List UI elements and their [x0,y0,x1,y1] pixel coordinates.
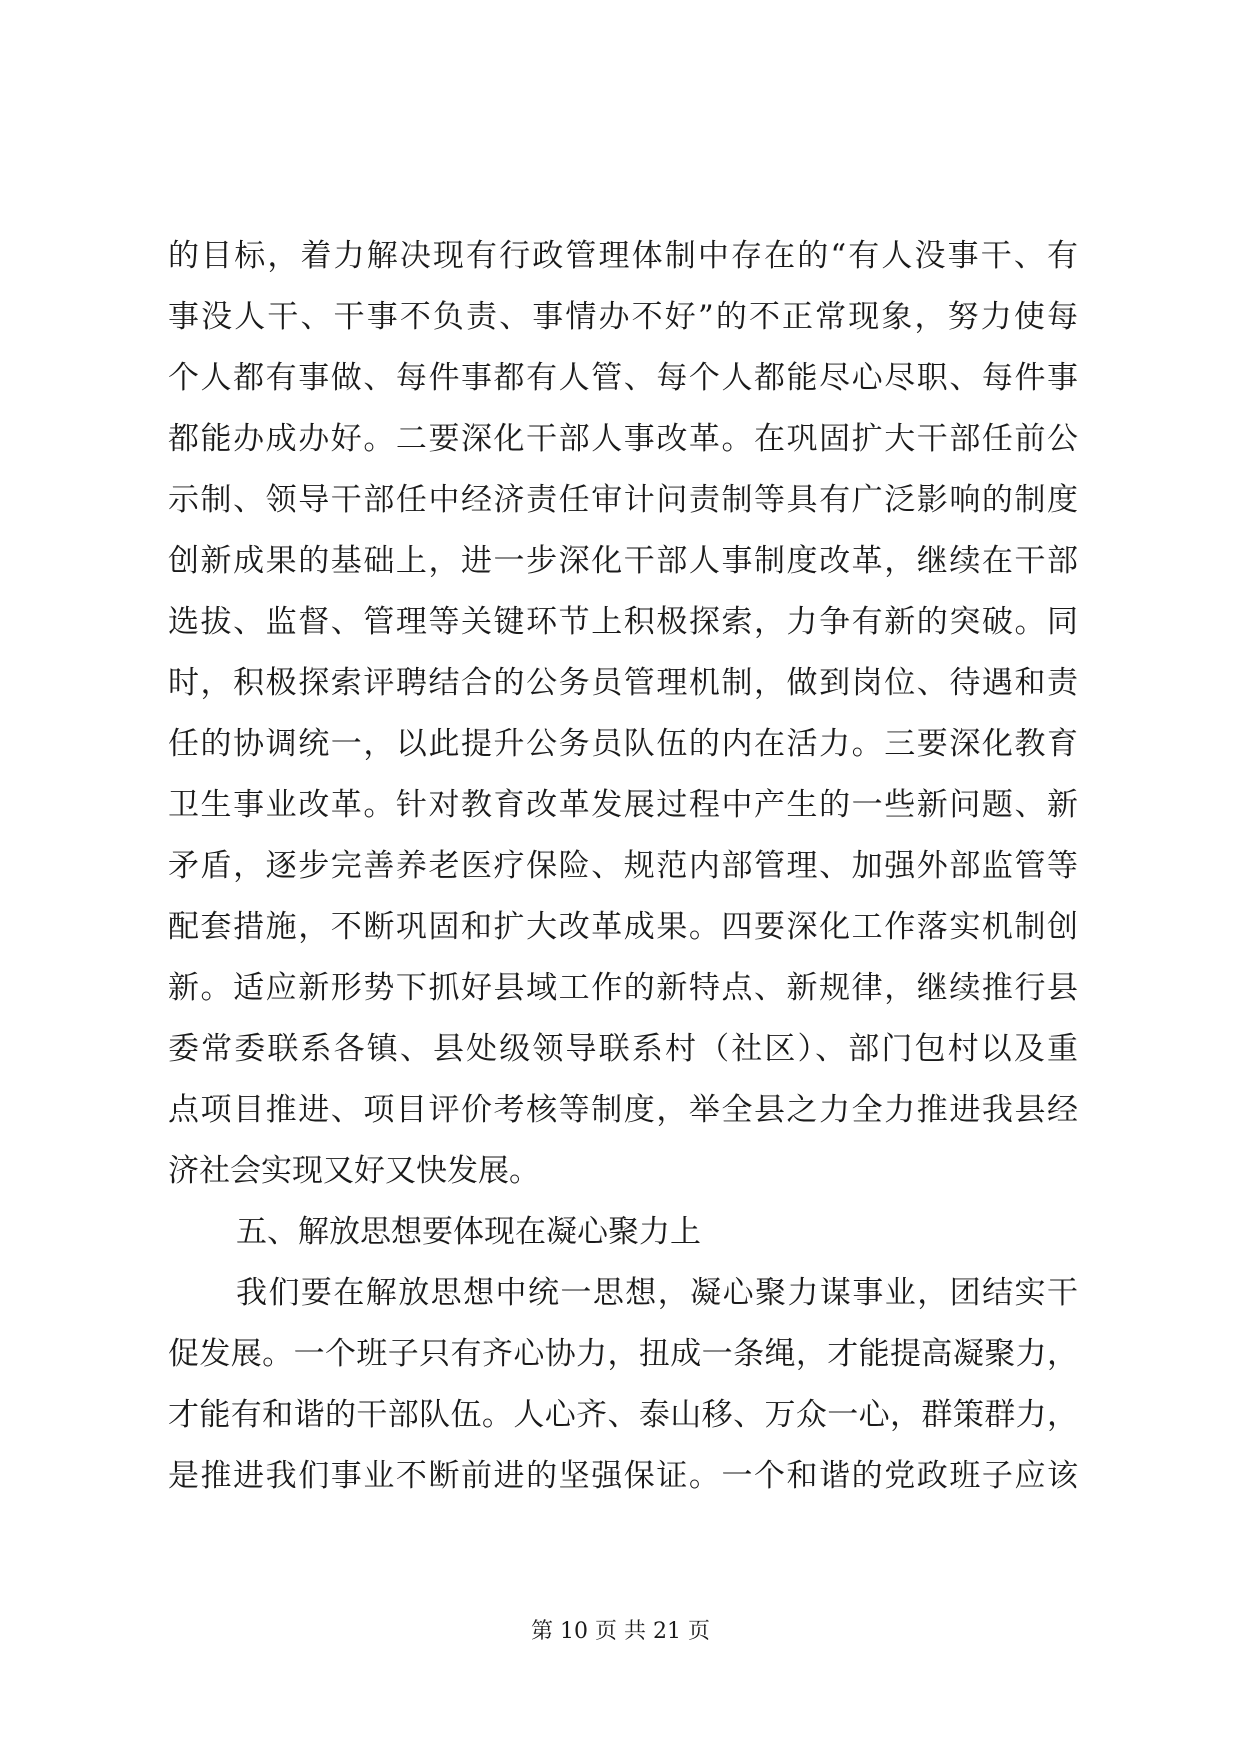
text-line: 事没人干、干事不负责、事情办不好”的不正常现象，努力使每 [168,299,1078,335]
text-line: 济社会实现又好又快发展。 [168,1153,540,1189]
page-number-footer: 第 10 页 共 21 页 [531,1619,710,1644]
text-line: 选拔、监督、管理等关键环节上积极探索，力争有新的突破。同 [168,604,1078,640]
document-body [168,226,1078,1507]
text-line: 个人都有事做、每件事都有人管、每个人都能尽心尽职、每件事 [168,360,1078,396]
text-line: 点项目推进、项目评价考核等制度，举全县之力全力推进我县经 [168,1092,1078,1128]
text-line: 时，积极探索评聘结合的公务员管理机制，做到岗位、待遇和责 [168,665,1078,701]
text-line: 才能有和谐的干部队伍。人心齐、泰山移、万众一心，群策群力， [168,1397,1078,1433]
text-line: 是推进我们事业不断前进的坚强保证。一个和谐的党政班子应该 [168,1458,1078,1494]
text-line: 新。适应新形势下抓好县域工作的新特点、新规律，继续推行县 [168,970,1078,1006]
text-line: 我们要在解放思想中统一思想，凝心聚力谋事业，团结实干 [236,1275,1078,1311]
text-line: 配套措施，不断巩固和扩大改革成果。四要深化工作落实机制创 [168,909,1078,945]
text-line: 委常委联系各镇、县处级领导联系村（社区）、部门包村以及重 [168,1031,1078,1067]
text-line: 都能办成办好。二要深化干部人事改革。在巩固扩大干部任前公 [168,421,1078,457]
text-line: 卫生事业改革。针对教育改革发展过程中产生的一些新问题、新 [168,787,1078,823]
text-line: 的目标，着力解决现有行政管理体制中存在的“有人没事干、有 [168,238,1078,274]
text-line: 创新成果的基础上，进一步深化干部人事制度改革，继续在干部 [168,543,1078,579]
text-line: 促发展。一个班子只有齐心协力，扭成一条绳，才能提高凝聚力， [168,1336,1078,1372]
text-line: 矛盾，逐步完善养老医疗保险、规范内部管理、加强外部监管等 [168,848,1078,884]
text-line: 任的协调统一，以此提升公务员队伍的内在活力。三要深化教育 [168,726,1078,762]
section-heading: 五、解放思想要体现在凝心聚力上 [236,1214,701,1250]
text-line: 示制、领导干部任中经济责任审计问责制等具有广泛影响的制度 [168,482,1078,518]
